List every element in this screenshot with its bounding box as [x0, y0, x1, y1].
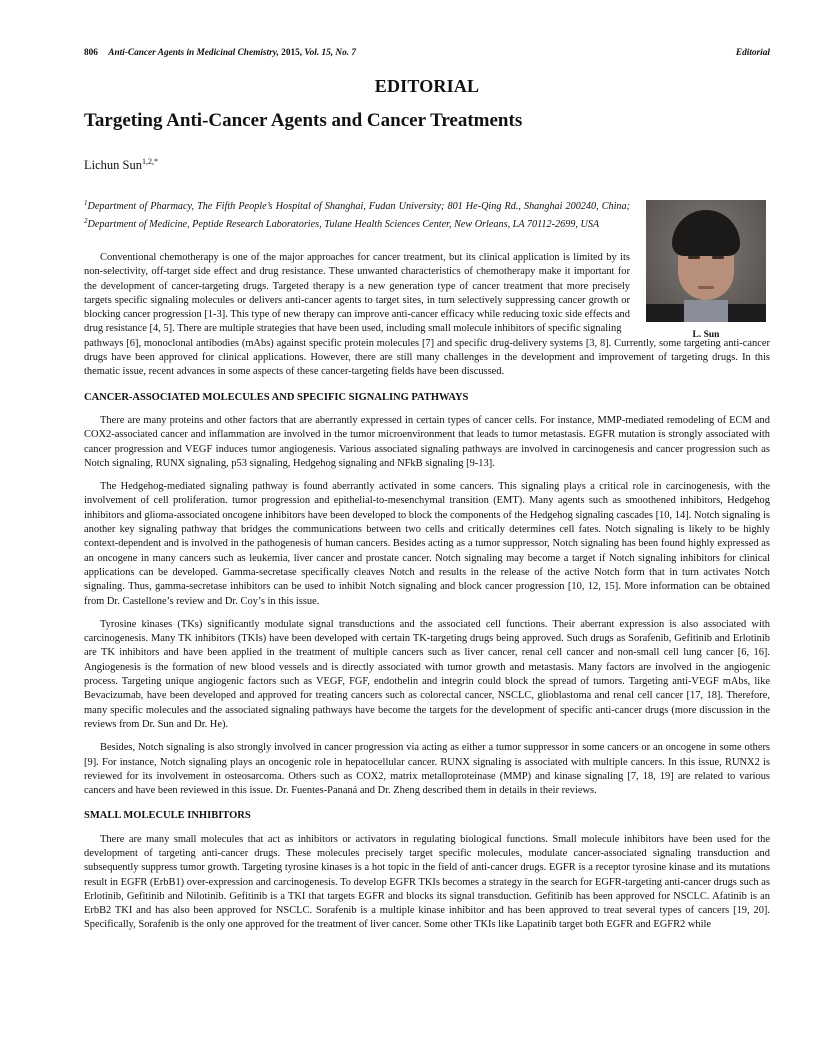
- author-name: Lichun Sun: [84, 158, 142, 172]
- article-title: Targeting Anti-Cancer Agents and Cancer Treatments: [84, 110, 523, 131]
- intro-paragraph-part2: pathways [6], monoclonal antibodies (mAbs) against specific protein molecules [7] and specific drug-delivery systems [3, 8]. Currently, some targeting anti-cancer drugs have been approved for clinical applications. However, there are still many challenges in the development and improvement of targeting drugs. In this thematic issue, recent advances in some aspects of these cancer-targeting fields have been discussed.: [84, 337, 770, 378]
- article-body: [84, 251, 770, 942]
- body-paragraph: Tyrosine kinases (TKs) significantly modulate signal transductions and the associated cell functions. Their aberrant expression is also associated with carcinogenesis. Many TK inhibitors (TKIs) have been developed with certain TK-targeting drugs being approved. Such drugs as Sorafenib, Gefitinib and Erlotinib are TK inhibitors and have been applied in the treatment of multiple cancers such as liver cancer, renal cell cancer and non-small cell lung cancer [6, 16]. Angiogenesis is the formation of new blood vessels and is directly associated with tumor growth and metastasis. Many factors are involved in the angiogenic process. Targeting unique angiogenic factors such as VEGF, FGF, endothelin and integrin could block the spread of tumors. Targeting anti-VEGF mAbs, like Bevacizumab, have been developed and approved for treating cancers such as colorectal cancer, NSCLC, glioblastoma and renal cell cancer [17, 18]. Therefore, many specific molecules and the associated signaling pathways have become the targets for the development of specific anti-cancer drugs (more discussion in the reviews from Dr. Sun and Dr. He).: [84, 618, 770, 730]
- author-line: [84, 157, 158, 173]
- section-type-heading: EDITORIAL: [374, 76, 480, 96]
- journal-year: 2015,: [281, 48, 303, 58]
- body-paragraph: There are many small molecules that act as inhibitors or activators in regulating biological functions. Small molecule inhibitors have been used for the development of targeting anti-cancer drugs. These molecules precisely target specific molecules, modulate cancer-associated signaling transduction and subsequently suppress tumor growth. Targeting tyrosine kinases is a hot topic in the field of anti-cancer drugs. EGFR is a receptor tyrosine kinase and its mutations result in EGFR (ErbB1) over-expression and carcinogenesis. To develop EGFR TKIs becomes a strategy in the search for EGFR-targeting anti-cancer drugs such as Erlotinib, Gefitinib and Nilotinib. Gefitinib is a TKI that targets EGFR and blocks its signal transduction. Gefitinib has been approved for NSCLC. Afatinib is an ErbB2 TKI and has also been approved for NSCLC. Sorafenib is a multiple kinase inhibitor and has been approved to treat several types of cancers [19, 20]. Specifically, Sorafenib is the only one approved for the treatment of liver cancer. Some other TKIs like Lapatinib target both EGFR and EGFR2 while: [84, 833, 770, 931]
- author-affil-marks: 1,2,*: [141, 157, 158, 166]
- affiliations: [84, 196, 630, 232]
- journal-citation: [84, 48, 356, 58]
- section-heading: SMALL MOLECULE INHIBITORS: [84, 810, 251, 822]
- journal-name: Anti-Cancer Agents in Medicinal Chemistry,: [108, 48, 279, 58]
- body-paragraph: Besides, Notch signaling is also strongly involved in cancer progression via acting as either a tumor suppressor in some cancers or an oncogene in some others [9]. For instance, Notch signaling plays an oncogenic role in hepatocellular cancer. RUNX signaling is associated with multiple cancers. In this issue, RUNX2 is reviewed for its involvement in osteosarcoma. Others such as COX2, matrix metalloproteinase (MMP) and kinase signaling [7, 18, 19] are related to various cancers and have been reviewed in this issue. Dr. Fuentes-Pananá and Dr. Zheng described them in details in their reviews.: [84, 742, 770, 797]
- page-number: 806: [84, 48, 98, 58]
- section-heading: CANCER-ASSOCIATED MOLECULES AND SPECIFIC SIGNALING PATHWAYS: [84, 391, 469, 403]
- body-paragraph: There are many proteins and other factors that are aberrantly expressed in certain types of cancer cells. For instance, MMP-mediated remodeling of ECM and COX2-associated cancer and inflammation are involved in the tumor microenvironment that leads to tumor metastasis. EGFR mutation is strongly associated with cancer progression and VEGF induces tumor angiogenesis. Various associated signaling pathways are involved in carcinogenesis and cancer progression such as Notch signaling, RUNX signaling, p53 signaling, Hedgehog signaling and NFkB signaling [9-13].: [84, 414, 770, 469]
- running-head: [84, 48, 770, 58]
- section-label: Editorial: [735, 48, 770, 58]
- photo-caption: L. Sun: [692, 330, 720, 340]
- journal-volume: Vol. 15, No. 7: [304, 48, 357, 58]
- affil-1-text: Department of Pharmacy, The Fifth People’s Hospital of Shanghai, Fudan University; 801 He-Qing Rd., Shanghai 200240, China;: [87, 201, 630, 212]
- affil-2-text: Department of Medicine, Peptide Research Laboratories, Tulane Health Sciences Center, New Orleans, LA 70112-2699, USA: [87, 219, 600, 230]
- affil-1-mark: 1: [84, 199, 88, 207]
- intro-paragraph-part1: Conventional chemotherapy is one of the major approaches for cancer treatment, but its clinical application is limited by its non-selectivity, off-target side effect and drug resistance. These unwanted characteristics of chemotherapy make it important for the development of cancer-targeting drugs. Targeted therapy is a new generation type of cancer treatment that more precisely targets specific signaling molecules or delivers anti-cancer agents to target sites, in turn selectively suppressing cancer growth or blocking cancer progression [1-3]. This type of new therapy can improve anti-cancer efficacy while reducing toxic side effects and drug resistance [4, 5]. There are multiple strategies that have been used, including small molecule inhibitors of specific signaling: [84, 252, 630, 335]
- body-paragraph: The Hedgehog-mediated signaling pathway is found aberrantly activated in some cancers. This signaling plays a critical role in carcinogenesis, with the involvement of cell proliferation. tumor progression and epithelial-to-mesenchymal transition (EMT). Many agents such as smoothened inhibitors, Hedgehog inhibitors and glioma-associated oncogene inhibitors have been developed to block the components of the Hedgehog signaling cascades [10, 14]. Notch signaling is another key signaling pathway that bridges the communications between two cells and critically determines cell fates. Notch signaling is likely to be highly context-dependent and is involved in the pathogenesis of human cancers. Besides acting as a tumor suppressor, Notch signaling has been found highly expressed as an oncogene in many cancers such as leukemia, liver cancer and prostate cancer. Notch signaling may become a target if Notch signaling inhibitors for clinical applications can be developed. Gamma-secretase specifically cleaves Notch and results in the release of the active Notch form that in turn activates Notch signaling. Thus, gamma-secretase inhibitors can be used to inhibit Notch signaling and block cancer progression [10, 12, 15]. More information can be obtained from Dr. Castellone’s review and Dr. Coy’s in this issue.: [84, 481, 770, 607]
- affil-2-mark: 2: [84, 217, 88, 225]
